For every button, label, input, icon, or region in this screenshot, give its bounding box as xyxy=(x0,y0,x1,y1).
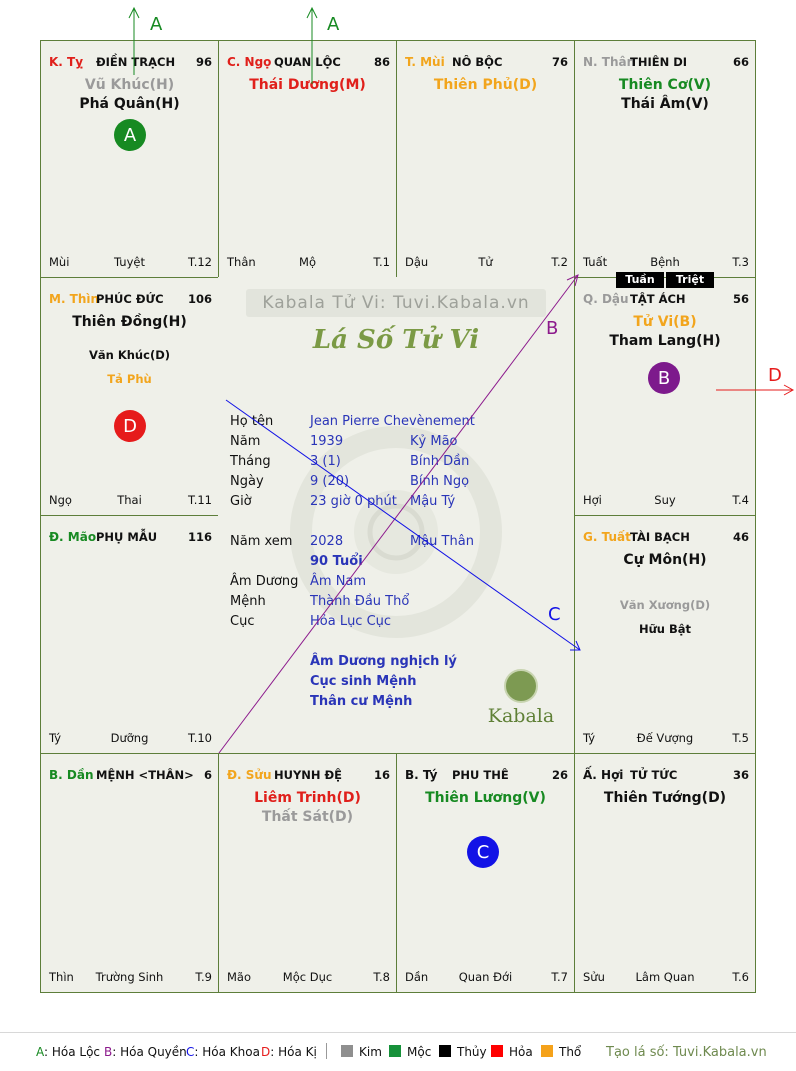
star-label: Thiên Đồng(H) xyxy=(72,314,187,330)
foot-stage: Bệnh xyxy=(650,255,680,269)
info-label: Năm xyxy=(230,434,261,449)
palace-name: QUAN LỘC xyxy=(274,55,341,69)
star-label: Thái Âm(V) xyxy=(621,96,709,112)
element-name: Thủy xyxy=(457,1045,487,1059)
info-can-chi: Bính Dần xyxy=(410,454,470,469)
star-label: Cự Môn(H) xyxy=(623,552,707,568)
star-label: Thiên Phủ(D) xyxy=(433,77,538,93)
branch-label: Đ. Sửu xyxy=(227,768,272,782)
info-label: Cục xyxy=(230,614,255,629)
foot-branch: Mão xyxy=(227,970,252,984)
arrow-label-a1: A xyxy=(150,14,163,35)
foot-branch: Thân xyxy=(227,255,256,269)
info-can-chi: Kỷ Mão xyxy=(410,434,458,449)
arrow-label-a2: A xyxy=(327,14,340,35)
legend-element-item xyxy=(389,1045,431,1059)
foot-month: T.12 xyxy=(188,255,212,269)
foot-month: T.2 xyxy=(551,255,568,269)
hoa-badge-b: B xyxy=(648,362,680,394)
foot-branch: Tuất xyxy=(583,255,608,269)
branch-label: C. Ngọ xyxy=(227,55,272,69)
logo-text: Kabala xyxy=(487,705,555,727)
palace-number: 6 xyxy=(203,768,212,782)
palace-name: PHÚC ĐỨC xyxy=(96,292,164,306)
star-label: Tả Phù xyxy=(107,372,152,386)
arrow-label-c: C xyxy=(548,604,561,625)
foot-stage: Tử xyxy=(478,255,493,269)
star-label: Thiên Lương(V) xyxy=(425,790,546,806)
watermark-text: Kabala Tử Vi: Tuvi.Kabala.vn xyxy=(246,289,546,317)
palace-number: 116 xyxy=(187,530,212,544)
info-value: Hỏa Lục Cục xyxy=(310,614,392,629)
palace-number: 76 xyxy=(551,55,568,69)
flag-tuan: Tuần xyxy=(616,272,664,288)
branch-label: B. Dần xyxy=(49,768,94,782)
foot-month: T.10 xyxy=(188,731,212,745)
palace-number: 26 xyxy=(551,768,568,782)
info-value: 9 (20) xyxy=(310,474,350,489)
palace-number: 46 xyxy=(732,530,749,544)
foot-month: T.7 xyxy=(551,970,568,984)
star-label: Vũ Khúc(H) xyxy=(84,77,175,93)
foot-stage: Mộc Dục xyxy=(282,970,333,984)
branch-label: Ấ. Hợi xyxy=(583,768,624,782)
star-label: Thất Sát(D) xyxy=(261,809,354,825)
foot-stage: Dưỡng xyxy=(110,731,149,745)
palace-number: 106 xyxy=(187,292,212,306)
legend-hoa-key: A xyxy=(36,1045,44,1059)
info-value: 23 giờ 0 phút xyxy=(310,494,397,509)
element-swatch xyxy=(541,1045,553,1057)
star-label: Phá Quân(H) xyxy=(79,96,180,112)
foot-stage: Trường Sinh xyxy=(95,970,164,984)
palace-name: TẬT ÁCH xyxy=(630,292,686,306)
palace-name: NÔ BỘC xyxy=(452,55,503,69)
star-label: Tử Vi(B) xyxy=(633,314,697,330)
foot-month: T.11 xyxy=(188,493,212,507)
element-name: Mộc xyxy=(407,1045,432,1059)
legend-hoa-value: : Hóa Lộc xyxy=(44,1045,101,1059)
element-name: Thổ xyxy=(559,1045,582,1059)
hoa-badge-c: C xyxy=(467,836,499,868)
legend-element-item xyxy=(541,1045,581,1059)
legend-hoa-key: C xyxy=(186,1045,195,1059)
palace-name: PHU THÊ xyxy=(452,768,509,782)
foot-branch: Sửu xyxy=(583,970,605,984)
legend-hoa-key: B xyxy=(104,1045,113,1059)
star-label: Văn Khúc(D) xyxy=(88,348,170,362)
info-label: Năm xem xyxy=(230,534,293,549)
branch-label: T. Mùi xyxy=(405,55,445,69)
star-label: Tham Lang(H) xyxy=(609,333,721,349)
foot-month: T.3 xyxy=(732,255,749,269)
element-name: Hỏa xyxy=(509,1045,533,1059)
foot-stage: Quan Đới xyxy=(458,970,513,984)
legend-hoa-item xyxy=(104,1045,187,1059)
chart-note: Thân cư Mệnh xyxy=(310,694,413,709)
foot-month: T.8 xyxy=(373,970,390,984)
star-label: Thiên Cơ(V) xyxy=(618,77,712,93)
info-value: 90 Tuổi xyxy=(310,554,363,569)
foot-branch: Dần xyxy=(405,970,429,984)
branch-label: G. Tuất xyxy=(583,530,631,544)
hoa-badge-a: A xyxy=(114,119,146,151)
element-swatch xyxy=(439,1045,451,1057)
star-label: Thiên Tướng(D) xyxy=(603,790,727,806)
foot-branch: Ngọ xyxy=(49,493,72,507)
legend-hoa-key: D xyxy=(261,1045,271,1059)
palace-number: 96 xyxy=(195,55,212,69)
palace-number: 66 xyxy=(732,55,749,69)
star-label: Liêm Trinh(D) xyxy=(254,790,361,806)
legend-element-item xyxy=(341,1045,382,1059)
legend-bar xyxy=(0,1032,796,1071)
palace-name: TỬ TỨC xyxy=(630,768,678,782)
foot-branch: Tý xyxy=(583,731,596,745)
legend-hoa-item xyxy=(261,1045,317,1059)
foot-month: T.9 xyxy=(195,970,212,984)
arrow-label-d: D xyxy=(768,365,782,386)
info-value: Âm Nam xyxy=(310,574,367,589)
branch-label: Q. Dậu xyxy=(583,292,629,306)
center-title: Lá Số Tử Vi xyxy=(312,325,480,355)
info-value: Thành Đầu Thổ xyxy=(310,594,410,609)
branch-label: N. Thân xyxy=(583,55,636,69)
foot-branch: Dậu xyxy=(405,255,429,269)
foot-stage: Đế Vượng xyxy=(636,731,694,745)
foot-branch: Mùi xyxy=(49,255,70,269)
legend-element-item xyxy=(491,1045,533,1059)
legend-hoa-item xyxy=(186,1045,260,1059)
element-swatch xyxy=(491,1045,503,1057)
info-label: Âm Dương xyxy=(230,574,299,589)
palace-name: THIÊN DI xyxy=(630,55,688,69)
info-label: Mệnh xyxy=(230,594,266,609)
foot-month: T.5 xyxy=(732,731,749,745)
info-label: Giờ xyxy=(230,494,252,509)
foot-month: T.4 xyxy=(732,493,749,507)
foot-branch: Tý xyxy=(49,731,62,745)
info-value: 2028 xyxy=(310,534,344,549)
foot-month: T.6 xyxy=(732,970,749,984)
palace-name: TÀI BẠCH xyxy=(630,530,690,544)
arrow-label-b: B xyxy=(546,318,559,339)
palace-name: PHỤ MẪU xyxy=(96,530,158,544)
foot-month: T.1 xyxy=(373,255,390,269)
info-can-chi: Mậu Tý xyxy=(410,494,456,509)
flag-triet: Triệt xyxy=(666,272,714,288)
star-label: Hữu Bật xyxy=(638,622,692,636)
palace-name: ĐIỀN TRẠCH xyxy=(96,55,176,69)
branch-label: Đ. Mão xyxy=(49,530,97,544)
chart-note: Âm Dương nghịch lý xyxy=(310,654,457,669)
info-value: Jean Pierre Chevènement xyxy=(310,414,475,429)
foot-stage: Thai xyxy=(117,493,142,507)
palace-name: MỆNH <THÂN> xyxy=(96,768,194,782)
foot-branch: Thìn xyxy=(49,970,74,984)
foot-branch: Hợi xyxy=(583,493,602,507)
palace-name: HUYNH ĐỆ xyxy=(274,768,343,782)
legend-hoa-item xyxy=(36,1045,100,1059)
star-label: Thái Dương(M) xyxy=(249,77,366,93)
info-label: Tháng xyxy=(230,454,271,469)
palace-number: 36 xyxy=(732,768,749,782)
palace-number: 16 xyxy=(373,768,390,782)
star-label: Văn Xương(D) xyxy=(619,598,711,612)
element-name: Kim xyxy=(359,1045,382,1059)
info-value: 1939 xyxy=(310,434,344,449)
branch-label: M. Thìn xyxy=(49,292,100,306)
legend-hoa-value: : Hóa Quyền xyxy=(112,1045,187,1059)
hoa-badge-d: D xyxy=(114,410,146,442)
element-swatch xyxy=(341,1045,353,1057)
legend-element-item xyxy=(439,1045,487,1059)
legend-divider xyxy=(326,1043,327,1059)
footer-credit: Tạo lá số: Tuvi.Kabala.vn xyxy=(606,1045,767,1060)
foot-stage: Tuyệt xyxy=(114,255,145,269)
info-value: 3 (1) xyxy=(310,454,341,469)
branch-label: B. Tý xyxy=(405,768,438,782)
info-label: Họ tên xyxy=(230,414,274,429)
branch-label: K. Tỵ xyxy=(49,55,84,69)
legend-hoa-value: : Hóa Kị xyxy=(270,1045,317,1059)
foot-stage: Suy xyxy=(654,493,676,507)
palace-number: 86 xyxy=(373,55,390,69)
palace-number: 56 xyxy=(732,292,749,306)
chart-note: Cục sinh Mệnh xyxy=(310,674,417,689)
foot-stage: Mộ xyxy=(299,255,316,269)
element-swatch xyxy=(389,1045,401,1057)
legend-hoa-value: : Hóa Khoa xyxy=(194,1045,260,1059)
info-can-chi: Mậu Thân xyxy=(410,534,474,549)
info-label: Ngày xyxy=(230,474,264,489)
info-can-chi: Bính Ngọ xyxy=(410,474,470,489)
foot-stage: Lâm Quan xyxy=(635,970,695,984)
